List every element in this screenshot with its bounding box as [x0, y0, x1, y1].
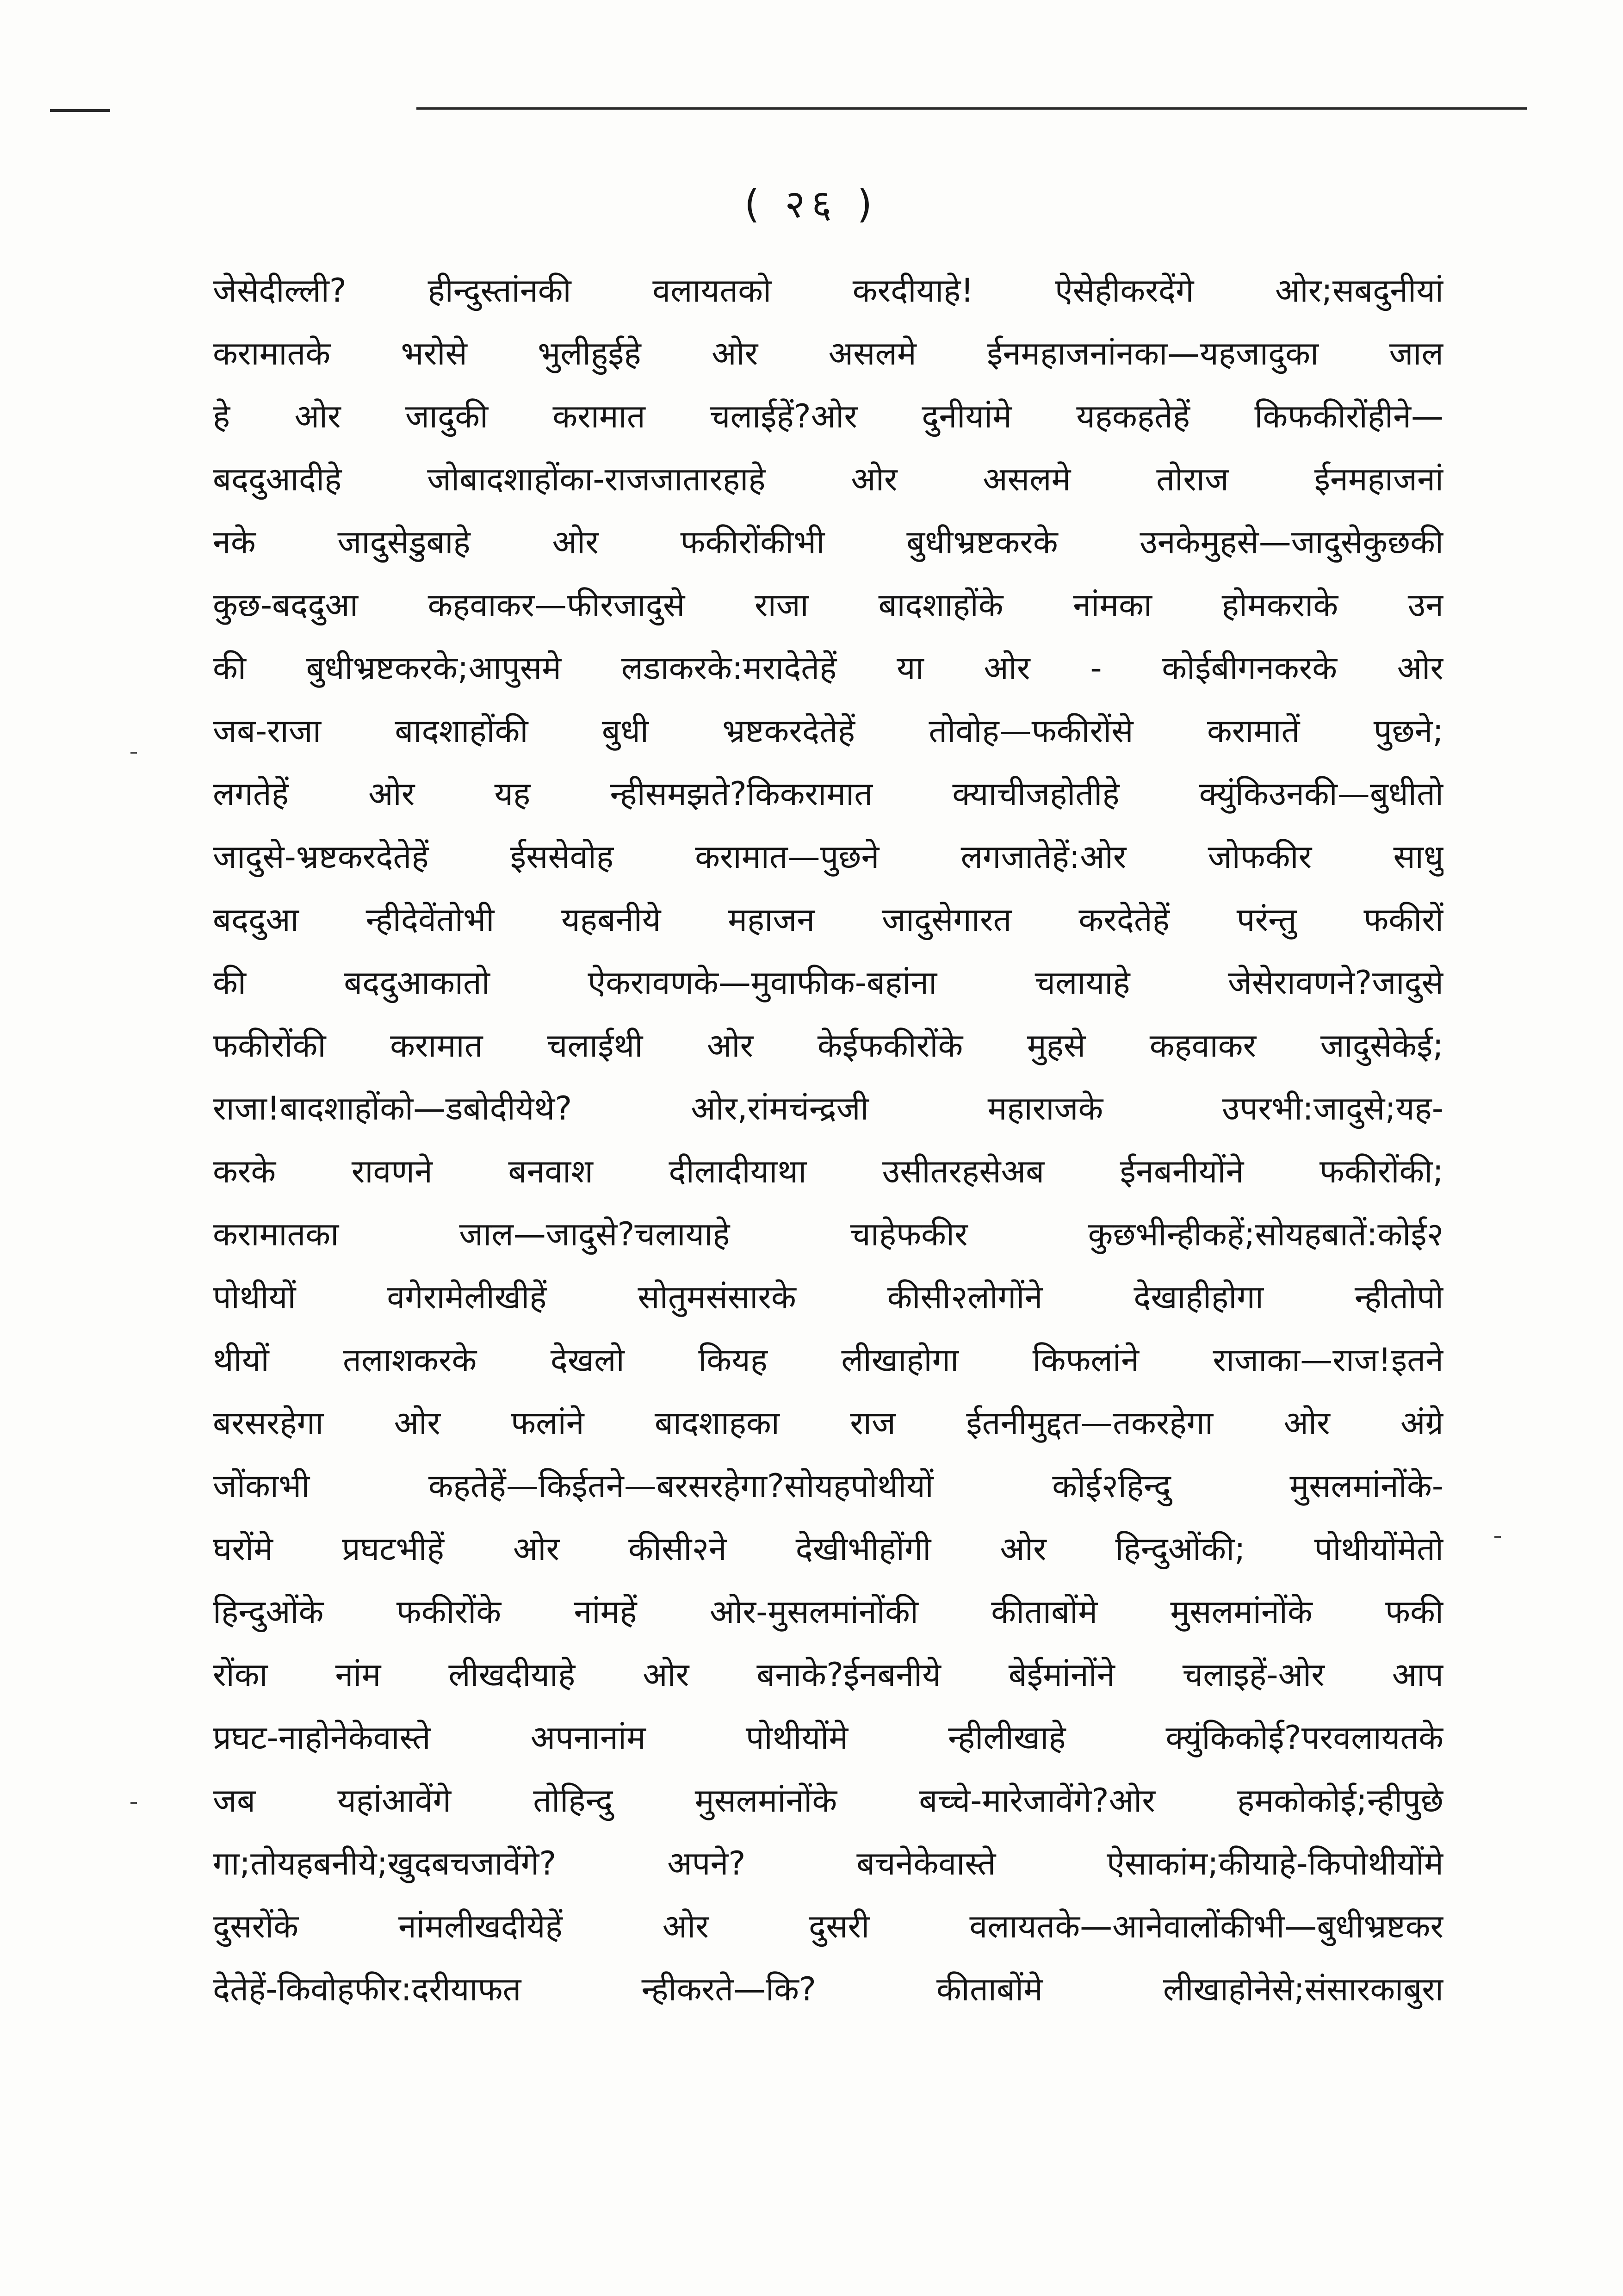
text-line: बददुआ न्हीदेवेंतोभी यहबनीये महाजन जादुसेगारत करदेतेहें परंन्तु फकीरों: [213, 901, 1443, 939]
text-line: जादुसे-भ्रष्टकरदेतेहें ईससेवोह करामात—पुछने लगजातेहें:ओर जोफकीर साधु: [213, 838, 1443, 876]
text-line: बरसरहेगा ओर फलांने बादशाहका राज ईतनीमुद्दत—तकरहेगा ओर अंग्रे: [213, 1404, 1443, 1442]
header-rule: [416, 107, 1527, 110]
text-line: बददुआदीहे जोबादशाहोंका-राजजातारहाहे ओर असलमे तोराज ईनमहाजनां: [213, 460, 1443, 498]
text-line: की बददुआकातो ऐकरावणके—मुवाफीक-बहांना चलायाहे जेसेरावणने?जादुसे: [213, 964, 1443, 1002]
text-line: राजा!बादशाहोंको—डबोदीयेथे? ओर,रांमचंन्द्रजी महाराजके उपरभी:जादुसे;यह-: [213, 1089, 1443, 1127]
text-line: थीयों तलाशकरके देखलो कियह लीखाहोगा किफलांने राजाका—राज!इतने: [213, 1341, 1443, 1379]
text-line: करके रावणने बनवाश दीलादीयाथा उसीतरहसेअब ईनबनीयोंने फकीरोंकी;: [213, 1152, 1443, 1190]
text-line: जब-राजा बादशाहोंकी बुधी भ्रष्टकरदेतेहें तोवोह—फकीरोंसे करामातें पुछने;: [213, 712, 1443, 750]
text-line: दुसरोंके नांमलीखदीयेहें ओर दुसरी वलायतके—आनेवालोंकीभी—बुधीभ्रष्टकर: [213, 1907, 1443, 1945]
text-line: लगतेहें ओर यह न्हीसमझते?किकरामात क्याचीजहोतीहे क्युंकिउनकी—बुधीतो: [213, 775, 1443, 813]
text-line: हे ओर जादुकी करामात चलाईहें?ओर दुनीयांमे यहकहतेहें किफकीरोंहीने—: [213, 397, 1443, 435]
body-text: [213, 259, 1443, 2021]
text-line: प्रघट-नाहोनेकेवास्ते अपनानांम पोथीयोंमे न्हीलीखाहे क्युंकिकोई?परवलायतके: [213, 1719, 1443, 1757]
text-line: की बुधीभ्रष्टकरके;आपुसमे लडाकरके:मरादेतेहें या ओर - कोईबीगनकरके ओर: [213, 649, 1443, 687]
margin-dot: [130, 752, 137, 754]
text-line: जब यहांआवेंगे तोहिन्दु मुसलमांनोंके बच्चे-मारेजावेंगे?ओर हमकोकोई;न्हीपुछे: [213, 1782, 1443, 1819]
text-line: जोंकाभी कहतेहें—किईतने—बरसरहेगा?सोयहपोथीयों कोई२हिन्दु मुसलमांनोंके-: [213, 1467, 1443, 1505]
text-line: रोंका नांम लीखदीयाहे ओर बनाके?ईनबनीये बेईमांनोंने चलाइहें-ओर आप: [213, 1656, 1443, 1694]
text-line: फकीरोंकी करामात चलाईथी ओर केईफकीरोंके मुहसे कहवाकर जादुसेकेई;: [213, 1027, 1443, 1064]
margin-mark: [50, 109, 110, 112]
text-line: घरोंमे प्रघटभीहें ओर कीसी२ने देखीभीहोंगी ओर हिन्दुओंकी; पोथीयोंमेतो: [213, 1530, 1443, 1568]
text-line: नके जादुसेडुबाहे ओर फकीरोंकीभी बुधीभ्रष्टकरके उनकेमुहसे—जादुसेकुछकी: [213, 523, 1443, 561]
page-number: ( २६ ): [744, 181, 879, 227]
text-line: पोथीयों वगेरामेलीखीहें सोतुमसंसारके कीसी२लोगोंने देखाहीहोगा न्हीतोपो: [213, 1278, 1443, 1316]
text-line: हिन्दुओंके फकीरोंके नांमहें ओर-मुसलमांनोंकी कीताबोंमे मुसलमांनोंके फकी: [213, 1593, 1443, 1631]
text-line: कुछ-बददुआ कहवाकर—फीरजादुसे राजा बादशाहोंके नांमका होमकराके उन: [213, 586, 1443, 624]
text-line: करामातका जाल—जादुसे?चलायाहे चाहेफकीर कुछभीन्हीकहें;सोयहबातें:कोई२: [213, 1215, 1443, 1253]
text-line: करामातके भरोसे भुलीहुईहे ओर असलमे ईनमहाजनांनका—यहजादुका जाल: [213, 334, 1443, 372]
text-line: जेसेदील्ली? हीन्दुस्तांनकी वलायतको करदीयाहे! ऐसेहीकरदेंगे ओर;सबदुनीयां: [213, 272, 1443, 309]
text-line: देतेहें-किवोहफीर:दरीयाफत न्हीकरते—कि? कीताबोंमे लीखाहोनेसे;संसारकाबुरा: [213, 1970, 1443, 2008]
text-line: गा;तोयहबनीये;खुदबचजावेंगे? अपने? बचनेकेवास्ते ऐसाकांम;कीयाहे-किपोथीयोंमे: [213, 1844, 1443, 1882]
margin-dot: [1494, 1536, 1501, 1538]
margin-dot: [130, 1802, 137, 1804]
